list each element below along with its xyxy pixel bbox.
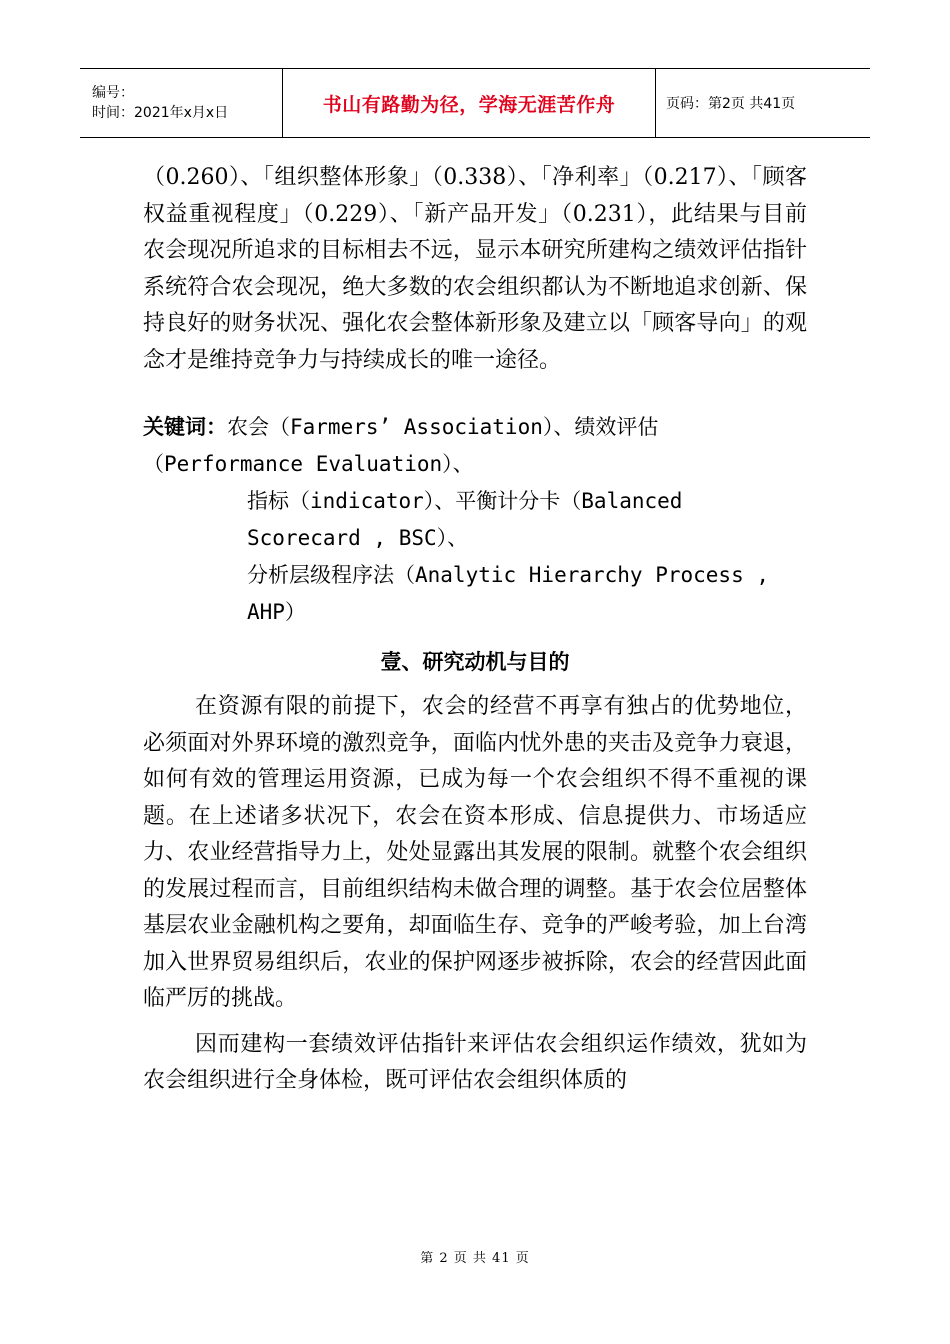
page-header <box>80 68 870 138</box>
keywords-line-2: 指标（indicator）、平衡计分卡（Balanced Scorecard , BSC）、 <box>247 489 683 550</box>
header-motto: 书山有路勤为径，学海无涯苦作舟 <box>322 93 616 116</box>
keywords-label: 关键词： <box>143 415 227 439</box>
page-footer: 第 2 页 共 41 页 <box>420 1251 530 1266</box>
header-motto-cell <box>282 69 656 137</box>
document-number-label: 编号： <box>92 85 134 101</box>
keywords-line-1: 农会（Farmers’ Association）、绩效评估（Performance Evaluation）、 <box>143 415 659 476</box>
header-page-number: 页码：第2页 共41页 <box>666 96 796 112</box>
keywords-line-3: 分析层级程序法（Analytic Hierarchy Process , AHP） <box>247 563 770 624</box>
document-date: 时间：2021年x月x日 <box>92 105 229 121</box>
body-paragraph-1: 在资源有限的前提下，农会的经营不再享有独占的优势地位，必须面对外界环境的激烈竞争，面临内忧外患的夹击及竞争力衰退，如何有效的管理运用资源，已成为每一个农会组织不得不重视的课题。在上述诸多状况下，农会在资本形成、信息提供力、市场适应力、农业经营指导力上，处处显露出其发展的限制。就整个农会组织的发展过程而言，目前组织结构未做合理的调整。基于农会位居整体基层农业金融机构之要角，却面临生存、竞争的严峻考验，加上台湾加入世界贸易组织后，农业的保护网逐步被拆除，农会的经营因此面临严厉的挑战。 <box>143 694 807 1011</box>
header-info-cell <box>80 69 282 137</box>
keywords-block <box>143 409 807 631</box>
section-heading: 壹、研究动机与目的 <box>380 650 570 674</box>
header-page-cell <box>656 69 870 137</box>
body-paragraph-2: 因而建构一套绩效评估指针来评估农会组织运作绩效，犹如为农会组织进行全身体检，既可评估农会组织体质的 <box>143 1031 807 1093</box>
document-body <box>143 160 807 1100</box>
abstract-conclusion-paragraph: （0.260）、「组织整体形象」（0.338）、「净利率」（0.217）、「顾客权益重视程度」（0.229）、「新产品开发」（0.231），此结果与目前农会现况所追求的目标相去不远，显示本研究所建构之绩效评估指针系统符合农会现况，绝大多数的农会组织都认为不断地追求创新、保持良好的财务状况、强化农会整体新形象及建立以「顾客导向」的观念才是维持竞争力与持续成长的唯一途径。 <box>143 165 807 373</box>
